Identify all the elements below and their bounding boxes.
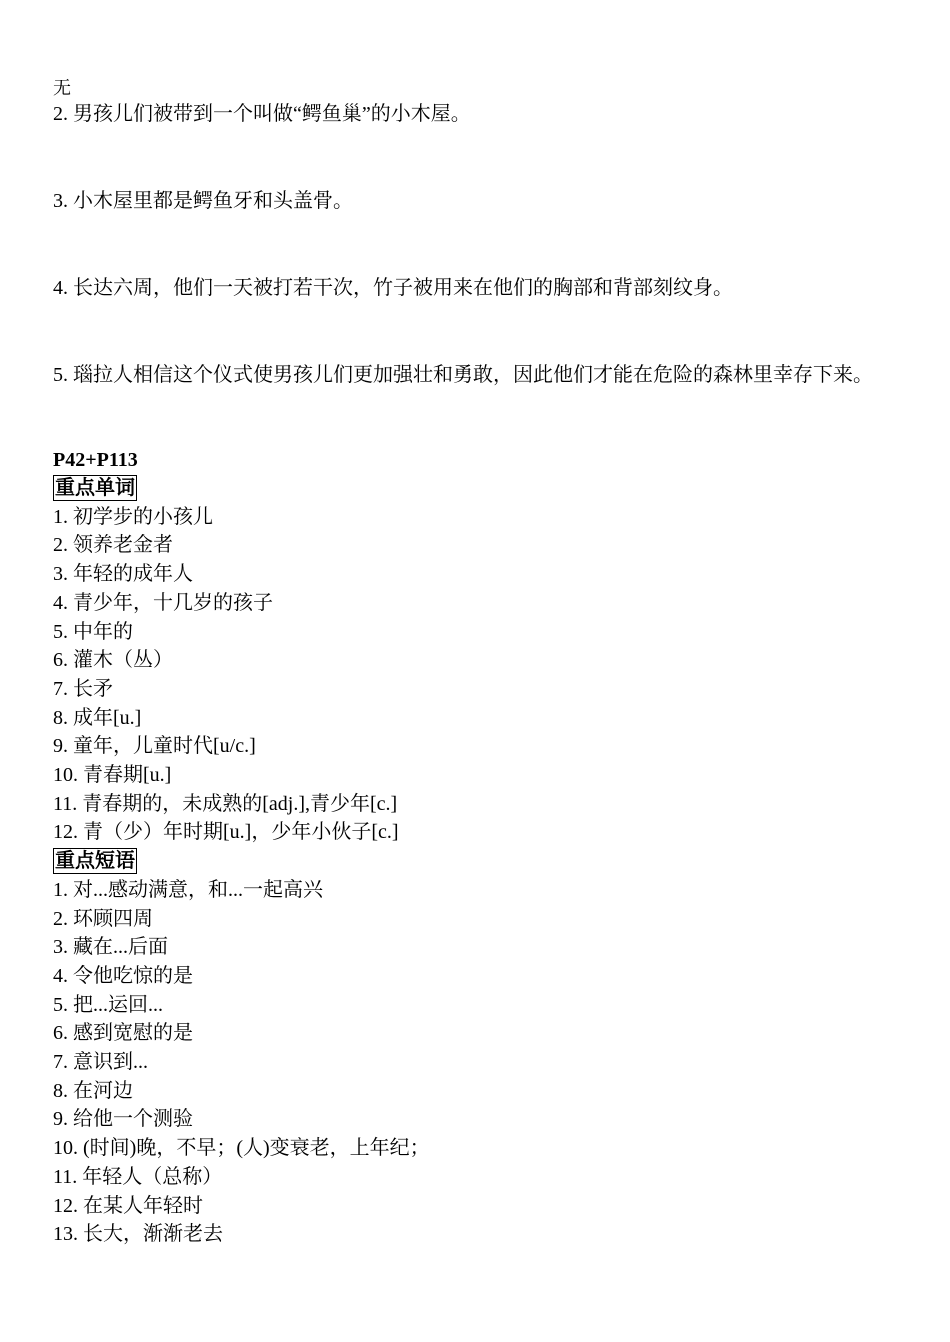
list-item: 3. 年轻的成年人	[53, 563, 193, 586]
list-item: 10. (时间)晚，不早；(人)变衰老，上年纪；	[53, 1137, 430, 1160]
list-item: 13. 长大，渐渐老去	[53, 1223, 223, 1246]
list-item: 6. 感到宽慰的是	[53, 1022, 193, 1045]
list-item: 4. 令他吃惊的是	[53, 964, 193, 987]
sentence-2: 2. 男孩儿们被带到一个叫做“鳄鱼巢”的小木屋。	[53, 103, 471, 125]
key-words-heading: 重点单词	[55, 477, 135, 500]
list-item: 8. 成年[u.]	[53, 706, 142, 729]
list-item: 11. 年轻人（总称）	[53, 1165, 223, 1188]
list-item: 12. 青（少）年时期[u.]，少年小伙子[c.]	[53, 821, 399, 844]
list-item: 2. 环顾四周	[53, 907, 153, 930]
list-item: 12. 在某人年轻时	[53, 1194, 203, 1217]
list-item: 9. 童年，儿童时代[u/c.]	[53, 735, 256, 758]
list-item: 3. 藏在...后面	[53, 936, 168, 959]
list-item: 4. 青少年，十几岁的孩子	[53, 591, 273, 614]
sentence-3: 3. 小木屋里都是鳄鱼牙和头盖骨。	[53, 190, 353, 212]
list-item: 7. 意识到...	[53, 1051, 148, 1074]
list-item: 10. 青春期[u.]	[53, 764, 172, 787]
list-item: 2. 领养老金者	[53, 534, 173, 557]
sentence-4: 4. 长达六周，他们一天被打若干次，竹子被用来在他们的胸部和背部刻纹身。	[53, 277, 733, 299]
list-item: 5. 中年的	[53, 620, 133, 643]
list-item: 1. 对...感动满意，和...一起高兴	[53, 878, 323, 901]
list-item: 9. 给他一个测验	[53, 1108, 193, 1131]
list-item: 11. 青春期的，未成熟的[adj.],青少年[c.]	[53, 792, 398, 815]
list-item: 7. 长矛	[53, 677, 113, 700]
list-item: 6. 灌木（丛）	[53, 649, 173, 672]
section-title: P42+P113	[53, 449, 138, 471]
list-item: 5. 把...运回...	[53, 993, 163, 1016]
key-words-list	[53, 503, 900, 847]
sentence-5: 5. 瑙拉人相信这个仪式使男孩儿们更加强壮和勇敢，因此他们才能在危险的森林里幸存下来。	[53, 364, 873, 386]
key-phrases-heading: 重点短语	[55, 850, 135, 873]
list-item: 8. 在河边	[53, 1079, 133, 1102]
top-note: 无	[53, 78, 71, 98]
key-phrases-list	[53, 876, 900, 1249]
list-item: 1. 初学步的小孩儿	[53, 505, 213, 528]
